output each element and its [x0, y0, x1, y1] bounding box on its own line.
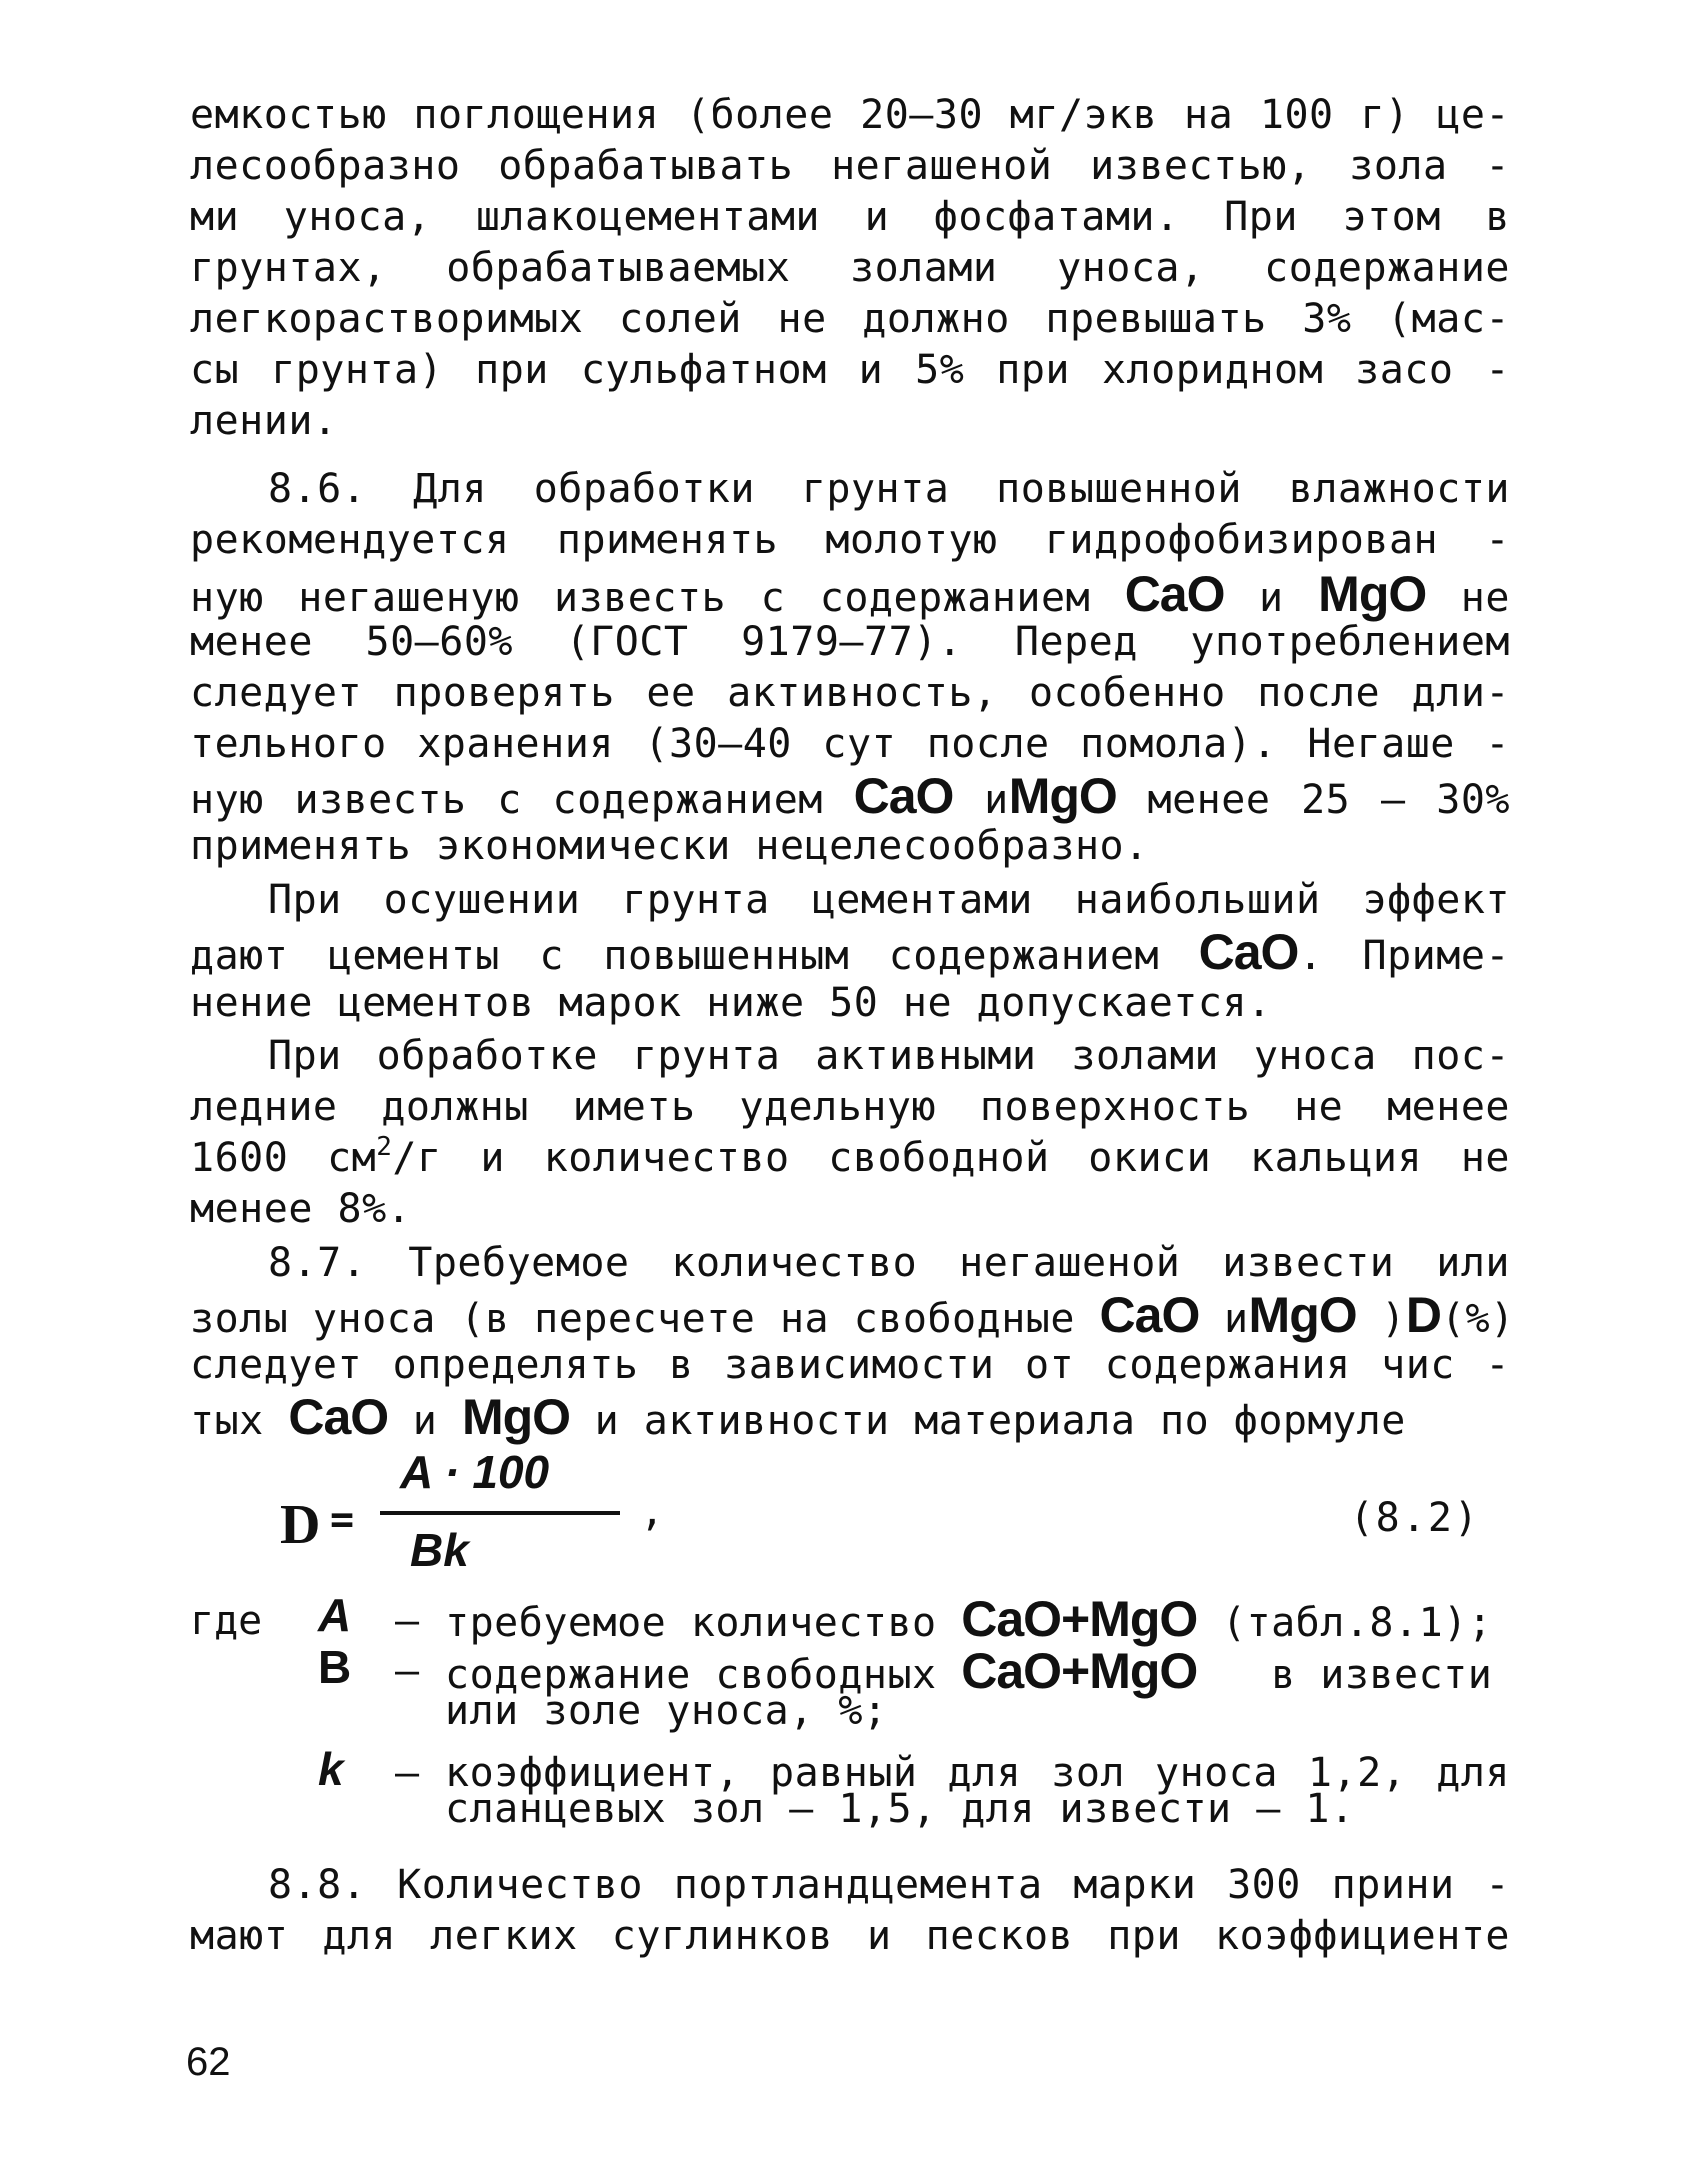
definition-dash: –	[395, 1598, 420, 1644]
text-line: менее 8%.	[190, 1186, 412, 1232]
text-line: менее 50–60% (ГОСТ 9179–77). Перед употреблением	[190, 619, 1510, 665]
chem-cao: CaO	[1124, 566, 1225, 622]
text-line: ми уноса, шлакоцементами и фосфатами. При этом в	[190, 194, 1510, 240]
text-line-with-superscript	[190, 1132, 1510, 1181]
definition-k: коэффициент, равный для зол уноса 1,2, для	[445, 1750, 1510, 1796]
text-line-with-formula	[190, 1388, 1510, 1446]
text-line-with-formula	[190, 1286, 1515, 1344]
paragraph-8-6-start: 8.6. Для обработки грунта повышенной влажности	[268, 466, 1510, 512]
definition-b-cont: или золе уноса, %;	[445, 1688, 888, 1734]
definition-a	[445, 1590, 1510, 1648]
formula-8-2	[280, 1445, 1500, 1595]
text-line: нение цементов марок ниже 50 не допускается.	[190, 980, 1272, 1026]
text-span: (табл.8.1);	[1221, 1600, 1493, 1646]
text-span: (%)	[1440, 1296, 1515, 1342]
text-span: 1600 см	[190, 1135, 377, 1181]
text-span: содержание свободных	[445, 1652, 937, 1698]
where-label: где	[190, 1598, 263, 1644]
symbol-k: k	[318, 1743, 344, 1795]
text-line: лесообразно обрабатывать негашеной известью, зола -	[190, 143, 1510, 189]
text-line: мают для легких суглинков и песков при коэффициенте	[190, 1913, 1510, 1959]
formula-denominator: Bk	[410, 1524, 469, 1576]
formula-comma: ,	[640, 1489, 665, 1535]
text-span: ную известь с содержанием	[190, 777, 823, 823]
chem-cao: CaO	[853, 768, 954, 824]
text-line-with-formula	[190, 565, 1510, 623]
text-line: рекомендуется применять молотую гидрофобизирован -	[190, 517, 1510, 563]
text-span: /г и количество свободной окиси кальция не	[392, 1135, 1510, 1181]
paragraph-8-7-start: 8.7. Требуемое количество негашеной извести или	[268, 1240, 1510, 1286]
chem-mgo: MgO	[1008, 768, 1117, 824]
superscript: 2	[376, 1132, 393, 1162]
text-span: )	[1381, 1296, 1406, 1342]
text-line: ледние должны иметь удельную поверхность не менее	[190, 1084, 1510, 1130]
symbol-a: A	[318, 1589, 352, 1641]
chem-cao: CaO	[1099, 1287, 1200, 1343]
definition-dash: –	[395, 1648, 420, 1694]
text-span: и	[1259, 575, 1284, 621]
text-span: золы уноса (в пересчете на свободные	[190, 1296, 1075, 1342]
formula-numerator: A · 100	[400, 1446, 550, 1498]
text-line: тельного хранения (30–40 сут после помола). Негаше -	[190, 721, 1510, 767]
text-span: и активности материала по формуле	[594, 1398, 1406, 1444]
text-line: следует определять в зависимости от содержания чис -	[190, 1342, 1510, 1388]
text-span: . Приме-	[1298, 933, 1510, 979]
chem-cao-mgo: CaO+MgO	[961, 1643, 1198, 1699]
fraction-bar	[380, 1511, 620, 1515]
text-line: следует проверять ее активность, особенно после дли-	[190, 670, 1510, 716]
symbol-d: D	[1405, 1287, 1441, 1343]
chem-mgo: MgO	[461, 1389, 571, 1445]
text-span: тых	[190, 1398, 264, 1444]
text-line: применять экономически нецелесообразно.	[190, 823, 1149, 869]
chem-cao: CaO	[288, 1389, 389, 1445]
text-line: легкорастворимых солей не должно превышать 3% (мас-	[190, 296, 1510, 342]
paragraph-8-8-start: 8.8. Количество портландцемента марки 300 прини -	[268, 1862, 1510, 1908]
formula-lhs: D	[280, 1494, 321, 1556]
text-span: ную негашеную известь с содержанием	[190, 575, 1091, 621]
page-number: 62	[186, 2040, 231, 2084]
definition-k-cont: сланцевых зол – 1,5, для извести – 1.	[445, 1786, 1355, 1832]
text-line-with-formula	[190, 923, 1510, 981]
text-line: сы грунта) при сульфатном и 5% при хлоридном засо -	[190, 347, 1510, 393]
paragraph-start: При обработке грунта активными золами уноса пос-	[268, 1033, 1510, 1079]
text-line-with-formula	[190, 767, 1510, 825]
text-span: не	[1460, 575, 1510, 621]
definition-dash: –	[395, 1750, 420, 1796]
formula-equals: =	[330, 1497, 355, 1543]
chem-mgo: MgO	[1318, 566, 1427, 622]
text-span: менее 25 – 30%	[1147, 777, 1510, 823]
chem-cao-mgo: CaO+MgO	[961, 1591, 1198, 1647]
text-span: и	[984, 777, 1009, 823]
text-span: в извести	[1271, 1652, 1493, 1698]
text-line: грунтах, обрабатываемых золами уноса, содержание	[190, 245, 1510, 291]
paragraph-start: При осушении грунта цементами наибольший эффект	[268, 877, 1510, 923]
text-line: лении.	[190, 398, 338, 444]
text-line: емкостью поглощения (более 20–30 мг/экв на 100 г) це-	[190, 92, 1510, 138]
text-span: дают цементы с повышенным содержанием	[190, 933, 1160, 979]
text-span: и	[412, 1398, 438, 1444]
chem-cao: CaO	[1198, 924, 1299, 980]
equation-number: (8.2)	[1349, 1495, 1480, 1541]
text-span: и	[1223, 1296, 1249, 1342]
text-span: требуемое количество	[445, 1600, 937, 1646]
chem-mgo: MgO	[1248, 1287, 1357, 1343]
symbol-b: B	[318, 1641, 352, 1693]
